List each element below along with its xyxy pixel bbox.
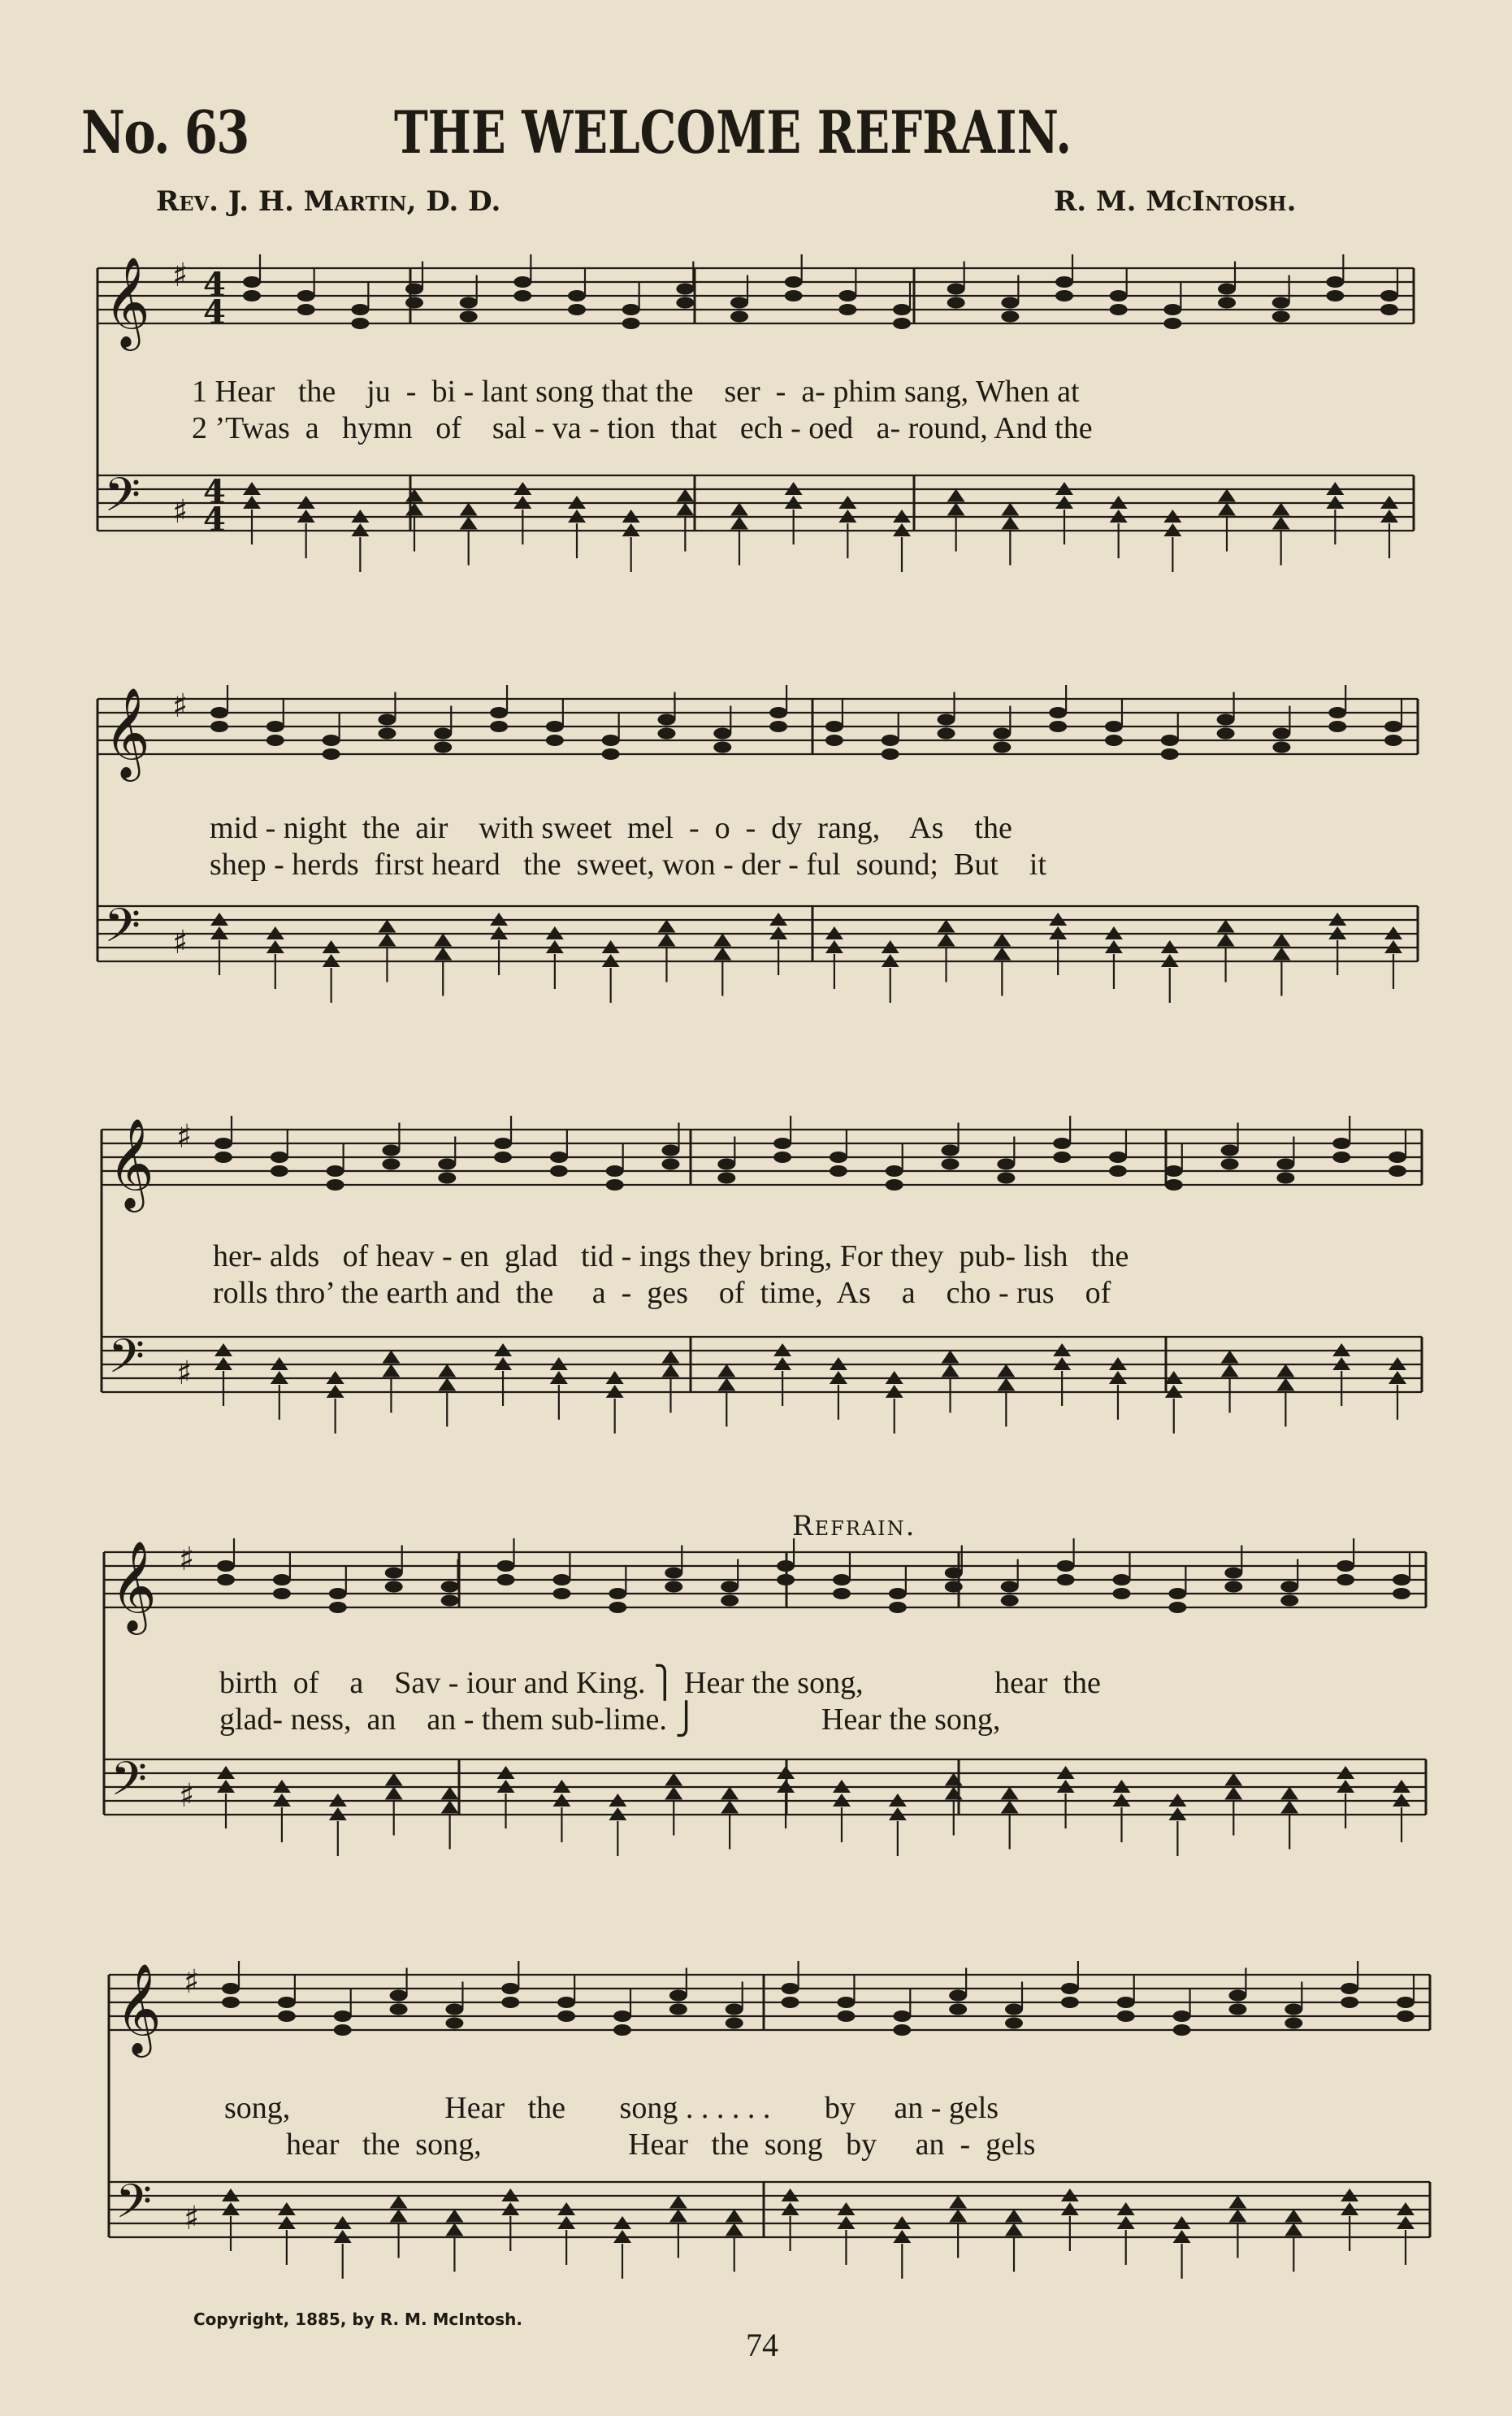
svg-text:♯: ♯ (184, 1963, 200, 2001)
svg-text:♯: ♯ (172, 493, 188, 531)
system-4-verse-2: glad- ness, an an - them sub-lime. ⎭ Hear the song, (219, 1702, 1001, 1737)
svg-text:♯: ♯ (172, 257, 188, 294)
refrain-label: Refrain. (792, 1510, 916, 1542)
svg-text:4: 4 (203, 293, 226, 332)
system-2-verse-1: mid - night the air with sweet mel - o - dy rang, As the (210, 811, 1012, 845)
svg-text:𝄞: 𝄞 (104, 256, 150, 347)
svg-text:♯: ♯ (172, 924, 188, 961)
system-1-verse-1: 1 Hear the ju - bi - lant song that the ser - a- phim sang, When at (192, 375, 1080, 409)
hymn-number: No. 63 (81, 98, 249, 167)
svg-text:♯: ♯ (179, 1777, 195, 1815)
svg-text:4: 4 (203, 473, 226, 511)
system-5-verse-1: song, Hear the song . . . . . . by an - gels (224, 2091, 999, 2125)
svg-text:𝄢: 𝄢 (108, 1329, 145, 1395)
svg-text:𝄢: 𝄢 (110, 1751, 148, 1818)
svg-text:𝄞: 𝄞 (110, 1540, 157, 1631)
svg-text:4: 4 (203, 266, 226, 304)
svg-text:♯: ♯ (184, 2200, 200, 2237)
system-3-verse-2: rolls thro’ the earth and the a - ges of time, As a cho - rus of (213, 1276, 1111, 1310)
composer-credit: R. M. McIntosh. (1054, 185, 1297, 218)
copyright-notice: Copyright, 1885, by R. M. McIntosh. (193, 2310, 522, 2329)
svg-text:♯: ♯ (179, 1541, 195, 1578)
system-1-verse-2: 2 ’Twas a hymn of sal - va - tion that ech - oed a- round, And the (192, 411, 1093, 445)
lyricist-credit: Rev. J. H. Martin, D. D. (156, 185, 501, 218)
system-3-verse-1: her- alds of heav - en glad tid - ings they bring, For they pub- lish the (213, 1239, 1129, 1273)
system-5-verse-2: hear the song, Hear the song by an - gels (224, 2128, 1036, 2162)
svg-text:𝄞: 𝄞 (104, 687, 150, 778)
svg-text:𝄞: 𝄞 (115, 1963, 162, 2054)
svg-text:♯: ♯ (172, 687, 188, 725)
system-4-verse-1: birth of a Sav - iour and King. ⎫ Hear the song, hear the (219, 1666, 1101, 1700)
svg-text:𝄢: 𝄢 (104, 898, 141, 965)
svg-text:𝄢: 𝄢 (104, 467, 141, 534)
svg-text:4: 4 (203, 501, 226, 539)
svg-text:♯: ♯ (176, 1355, 193, 1392)
system-2-verse-2: shep - herds first heard the sweet, won - der - ful sound; But it (210, 848, 1047, 882)
svg-text:𝄞: 𝄞 (108, 1117, 154, 1208)
page-number: 74 (746, 2327, 778, 2363)
hymn-title: THE WELCOME REFRAIN. (394, 98, 1072, 167)
svg-text:♯: ♯ (176, 1118, 193, 1156)
svg-text:𝄢: 𝄢 (115, 2174, 153, 2240)
